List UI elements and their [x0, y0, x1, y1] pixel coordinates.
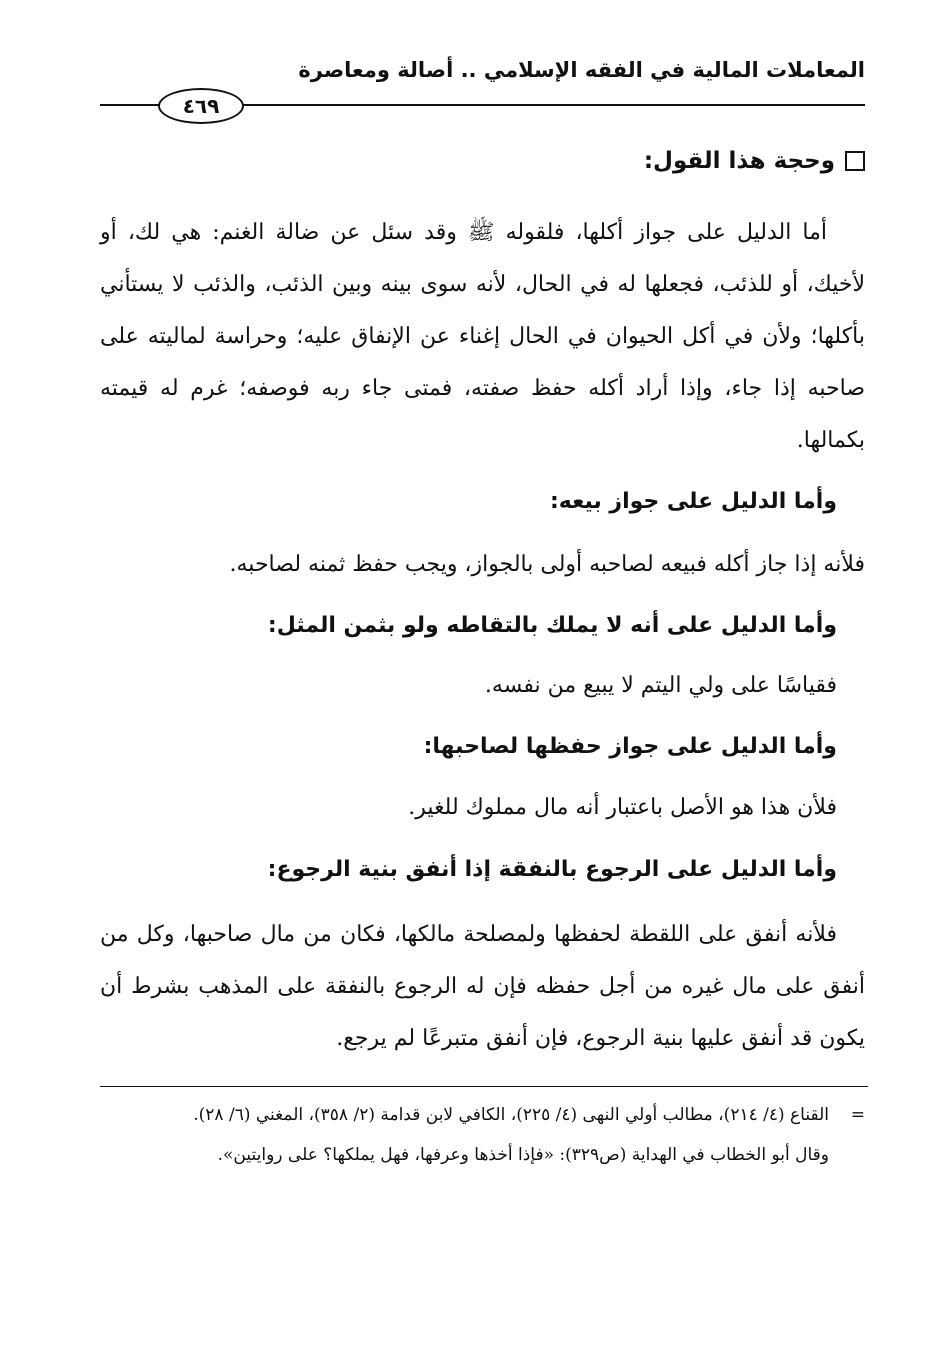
- subheading-selling: وأما الدليل على جواز بيعه:: [549, 489, 837, 514]
- paragraph-ownership: فقياسًا على ولي اليتم لا يبيع من نفسه.: [484, 673, 837, 698]
- paragraph-selling: فلأنه إذا جاز أكله فبيعه لصاحبه أولى بالجواز، ويجب حفظ ثمنه لصاحبه.: [229, 552, 865, 577]
- subheading-ownership: وأما الدليل على أنه لا يملك بالتقاطه ولو بثمن المثل:: [267, 613, 837, 638]
- paragraph-expense: فلأنه أنفق على اللقطة لحفظها ولمصلحة مالكها، فكان من مال صاحبها، وكل من أنفق على مال غيره من أجل حفظه فإن له الرجوع بالنفقة على المذهب بشرط أن يكون قد أنفق عليها بنية الرجوع، فإن أنفق متبرعًا لم يرجع.: [100, 922, 865, 1051]
- paragraph-keeping: فلأن هذا هو الأصل باعتبار أنه مال مملوك للغير.: [408, 795, 837, 820]
- section-heading-text: وحجة هذا القول:: [643, 148, 835, 174]
- section-heading: [644, 148, 865, 174]
- footnote-references: القناع (٤/ ٢١٤)، مطالب أولي النهى (٤/ ٢٢٥)، الكافي لابن قدامة (٢/ ٣٥٨)، المغني (٦/ ٢٨).: [193, 1105, 829, 1125]
- footnotes: [100, 1098, 865, 1172]
- page-number: ٤٦٩: [158, 88, 244, 124]
- subheading-expense: وأما الدليل على الرجوع بالنفقة إذا أنفق بنية الرجوع:: [267, 857, 837, 882]
- paragraph-evidence-eating: أما الدليل على جواز أكلها، فلقوله ﷺ وقد سئل عن ضالة الغنم: هي لك، أو لأخيك، أو للذئب، فجعلها له في الحال، لأنه سوى بينه وبين الذئب، والذئب لا يستأني بأكلها؛ ولأن في أكل الحيوان في الحال إغناء عن الإنفاق عليه؛ وحراسة لماليته على صاحبه إذا جاء، وإذا أراد أكله حفظ صفته، فمتى جاء ربه فوصفه؛ غرم له قيمته بكمالها.: [100, 220, 865, 453]
- footnote-continuation-marker: =: [850, 1105, 865, 1125]
- footnote-abu-alkhattab: وقال أبو الخطاب في الهداية (ص٣٢٩): «فإذا أخذها وعرفها، فهل يملكها؟ على روايتين».: [217, 1145, 829, 1165]
- running-title: المعاملات المالية في الفقه الإسلامي .. أصالة ومعاصرة: [298, 58, 865, 82]
- checkbox-square-icon: [845, 151, 865, 171]
- subheading-keeping: وأما الدليل على جواز حفظها لصاحبها:: [423, 734, 837, 759]
- footnote-rule: [100, 1086, 868, 1087]
